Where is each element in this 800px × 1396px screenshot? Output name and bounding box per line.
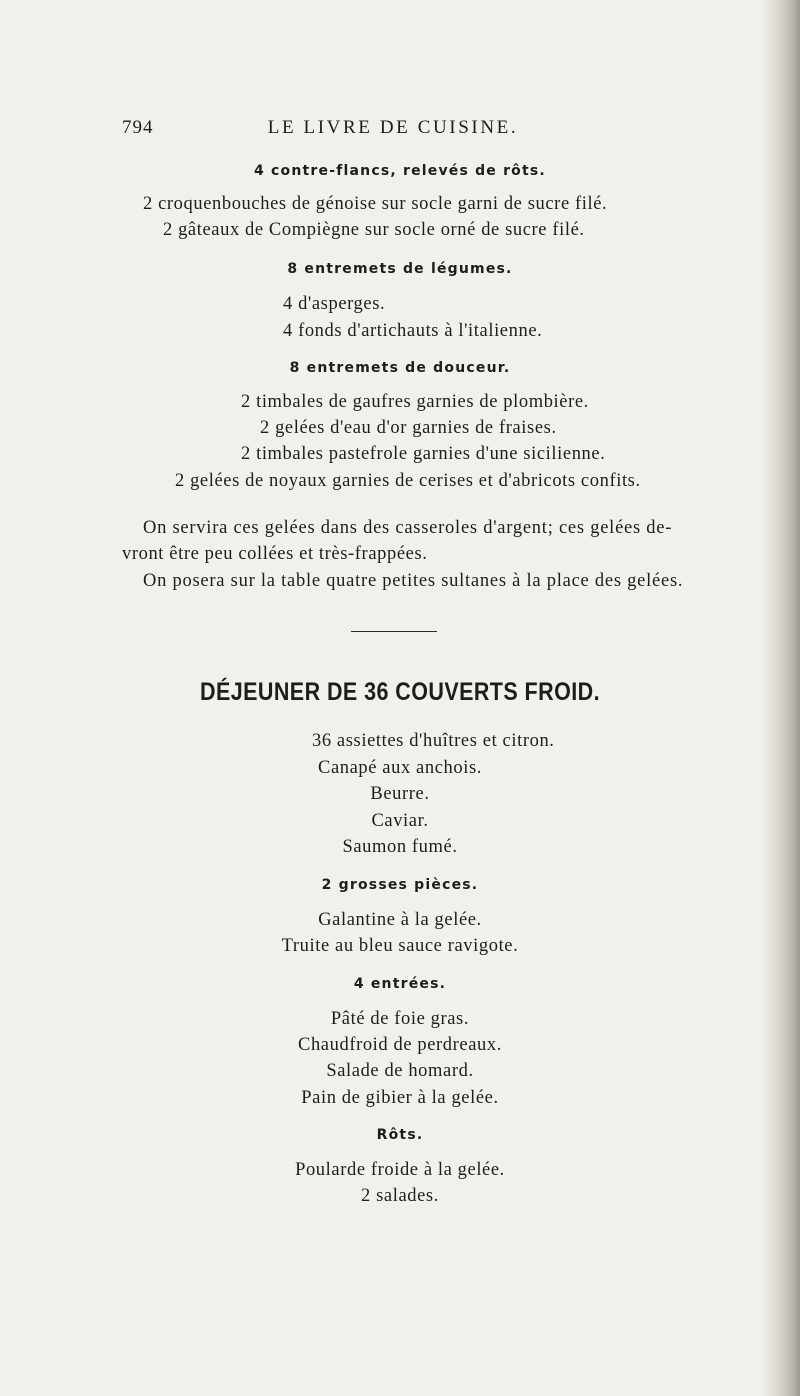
menu-line: 2 gelées de noyaux garnies de cerises et d'abricots confits. [175,471,641,491]
menu-line: 2 croquenbouches de génoise sur socle garni de sucre filé. [143,194,608,214]
menu-heading: DÉJEUNER DE 36 COUVERTS FROID. [200,678,600,706]
section-title-entremets-douceur: 8 entremets de douceur. [289,360,511,376]
section-title-entremets-legumes: 8 entremets de légumes. [287,261,513,277]
menu-line: Truite au bleu sauce ravigote. [281,936,519,956]
page-number: 794 [122,117,154,138]
menu-line: Beurre. [370,784,430,804]
menu-line: 2 gelées d'eau d'or garnies de fraises. [260,418,557,438]
menu-line: Chaudfroid de perdreaux. [298,1035,502,1055]
menu-line: 2 timbales pastefrole garnies d'une sicilienne. [241,444,606,464]
menu-line: Pain de gibier à la gelée. [301,1088,499,1108]
menu-line: 4 fonds d'artichauts à l'italienne. [283,321,543,341]
paragraph-line: On posera sur la table quatre petites sultanes à la place des gelées. [143,571,684,591]
menu-line: Caviar. [371,811,429,831]
menu-line: 2 gâteaux de Compiègne sur socle orné de sucre filé. [163,220,585,240]
menu-line: 2 salades. [361,1186,439,1206]
menu-line: Canapé aux anchois. [318,758,482,778]
menu-line: 36 assiettes d'huîtres et citron. [312,731,555,751]
menu-line: Salade de homard. [326,1061,474,1081]
section-title-rots: Rôts. [376,1127,424,1143]
section-title-contre-flancs: 4 contre-flancs, relevés de rôts. [254,163,546,179]
section-title-entrees: 4 entrées. [353,976,447,992]
menu-line: Poularde froide à la gelée. [295,1160,505,1180]
running-head: LE LIVRE DE CUISINE. [267,117,519,138]
menu-line: Saumon fumé. [342,837,458,857]
menu-line: Pâté de foie gras. [330,1009,470,1029]
paragraph-line: vront être peu collées et très-frappées. [122,544,428,564]
menu-line: 4 d'asperges. [283,294,386,314]
menu-line: Galantine à la gelée. [318,910,482,930]
section-divider [351,631,437,632]
section-title-grosses-pieces: 2 grosses pièces. [321,877,479,893]
menu-line: 2 timbales de gaufres garnies de plombière. [241,392,589,412]
paragraph-line: On servira ces gelées dans des casseroles d'argent; ces gelées de- [143,518,673,538]
